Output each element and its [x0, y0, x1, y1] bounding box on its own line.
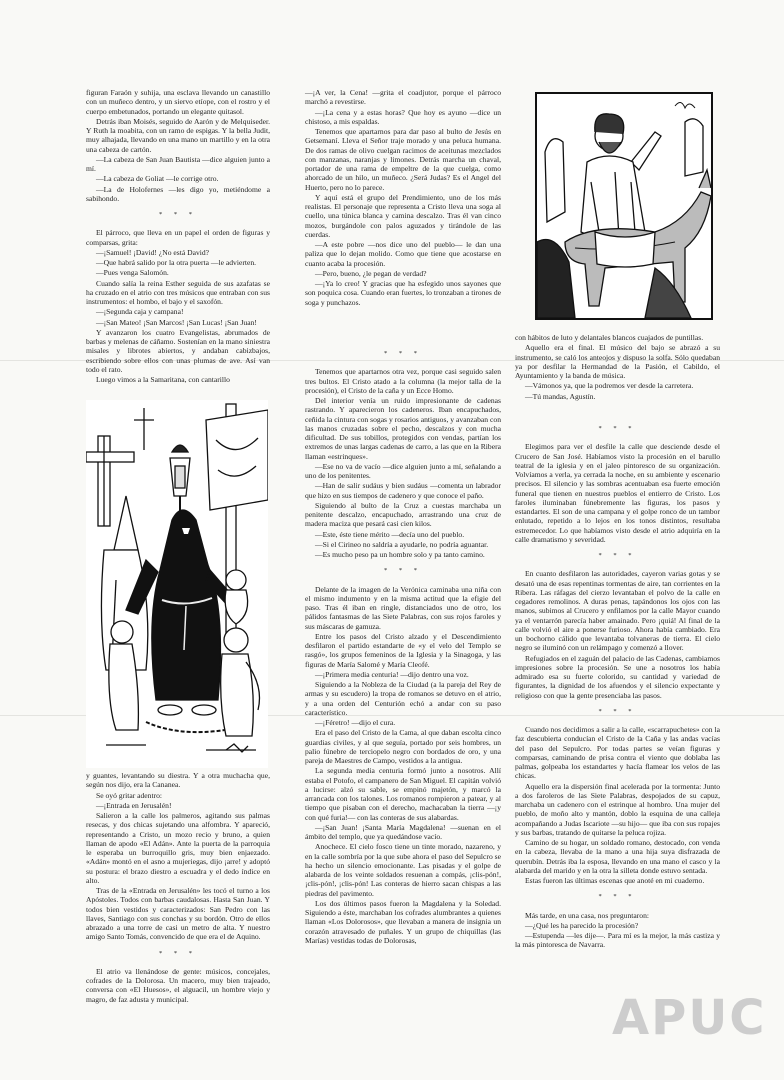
- paragraph: —Que habrá salido por la otra puerta —le advierten.: [96, 258, 257, 267]
- paragraph: —Estupenda —les dije—. Para mí es la mejor, la más castiza y la más pintoresca de Navarra.: [515, 931, 720, 950]
- paragraph: —Pues venga Salomón.: [96, 268, 169, 278]
- paragraph: Siguiendo a la Nobleza de la Ciudad (a la pareja del Rey de armas y su escudero) la tropa de romanos se detuvo en el atrio, y a una orden del Centurión echó a andar con su paso característico.: [305, 680, 501, 717]
- column-3-text: [515, 333, 720, 402]
- section-separator: * * *: [159, 949, 197, 957]
- paragraph: Entre los pasos del Cristo alzado y el Descendimiento desfilaron el partido estandarte de «y el velo del Templo se rasgó», los grupos femeninos de la Iglesia y la Sinagoga, y las figuras de María Salomé y María Cleofé.: [305, 631, 501, 669]
- paragraph: —A este pobre —nos dice uno del pueblo— le dan una paliza que lo dejan molido. Como que tiene que acostarse en cuanto acaba la procesión.: [305, 240, 501, 268]
- paragraph: El párroco, que lleva en un papel el orden de figuras y comparsas, grita:: [86, 228, 270, 247]
- paragraph: —Vámonos ya, que la podremos ver desde la carretera.: [525, 381, 694, 391]
- paragraph: —¡San Juan! ¡Santa María Magdalena! —suenan en el ámbito del templo, que ya quedándose vacío.: [305, 822, 501, 841]
- christ-donkey-drawing: [535, 92, 713, 320]
- paragraph: —¡A ver, la Cena! —grita el coadjutor, porque el párroco marchó a revestirse.: [305, 88, 501, 107]
- paragraph: Cuando nos decidimos a salir a la calle, «scarrapuchetes» con la faz descubierta conducían el Cristo de la Caña y las andas vacías del paso del Sepulcro. Por todas partes se veían figuras y comparsas, caminando de prisa contra el viento que doblaba las palmas, golpeaba los estandartes y hacía flamear los velos de las chicas.: [515, 725, 720, 781]
- paragraph: —Este, éste tiene mérito —decía uno del pueblo.: [315, 529, 465, 539]
- paragraph: Siguiendo al bulto de la Cruz a cuestas marchaba un penitente descalzo, encapuchado, arrastrando una cruz de madera maciza que pesará casi cien kilos.: [305, 500, 501, 529]
- paragraph: —¡Entrada en Jerusalén!: [96, 800, 172, 810]
- paragraph: —La cabeza de Goliat —le corrige otro.: [96, 174, 219, 184]
- section-separator: * * *: [598, 425, 637, 432]
- paragraph: Elegimos para ver el desfile la calle que desciende desde el Crucero de San José. Habíamos visto la procesión en el barullo teatral de la iglesia y en el jaleo pintoresco de su organización. Volvíamos a verla, ya cerrada la noche, en su ambiente y escenario precisos. El silencio y las sombras acentuaban esa fuerte emoción funeral que tienen en nuestros pueblos el entierro de Cristo. Los faroles iluminaban fúnebremente las figuras, los pasos y estandartes. El son de una campana y el golpe ronco de un tambor enlutado, repetido a lo lejos en los tonos distintos, resultaba estremecedor. Lo que habíamos visto desde el atrio adquiría en la calle dramatismo y severidad.: [515, 442, 720, 544]
- section-separator: * * *: [384, 350, 422, 357]
- paragraph: Cuando salía la reina Esther seguida de sus azafatas se ha cruzado en el atrio con tres músicos que entraban con sus instrumentos: el hombo, el bajo y el saxofón.: [86, 278, 270, 306]
- paragraph: —¡Féretro! —dijo el cura.: [315, 718, 396, 727]
- col1-top-block: [86, 88, 270, 203]
- column-1-lower-text: [86, 771, 270, 1005]
- paragraph: —La cabeza de San Juan Bautista —dice alguien junto a mí.: [86, 154, 270, 173]
- paragraph: Más tarde, en una casa, nos preguntaron:: [525, 910, 649, 920]
- paragraph: Y aquí está el grupo del Prendimiento, uno de los más realistas. El personaje que representa a Cristo lleva una soga al cuello, una túnica blanca y camina descalzo. Tras él van cinco mozos, burgándole con palos aguzados y tirándole de las cuerdas.: [305, 192, 501, 239]
- paragraph: —¡La cena y a estas horas? Que hoy es ayuno —dice un chistoso, a mis espaldas.: [305, 107, 501, 126]
- paragraph: Y avanzaron los cuatro Evangelistas, abrumados de barbas y melenas de cáñamo. Sostenían en la mano siniestra misales y librotes abiertos, y andaban cabizbajos, escribiendo sobre ellos con unas plumas de ave. Así van todo el rato.: [86, 327, 270, 374]
- paragraph: —¡San Mateo! ¡San Marcos! ¡San Lucas! ¡San Juan!: [96, 317, 257, 327]
- paragraph: Luego vimos a la Samaritana, con cantarillo: [96, 375, 230, 384]
- paragraph: —Si el Cirineo no saldría a ayudarle, no podría aguantar.: [315, 539, 489, 549]
- section-separator: * * *: [159, 211, 197, 218]
- paragraph: —¡Ya lo creo! Y gracias que ha esfegido unos sayones que son poquica cosa. Cuando eran fuertes, lo tronzaban a tirones de soga y punchazos.: [305, 279, 501, 307]
- paragraph: —¡Primera media centuria! —dijo dentro una voz.: [315, 669, 469, 679]
- paragraph: Salieron a la calle los palmeros, agitando sus palmas resecas, y dos chicas sujetando una alfombra. Y apareció, representando a Cristo, un mozo recio y bruno, a quien llaman de apodo «El Adán». Ante la puerta de la parroquia le esperaba un burroquillo gris, muy bien enjaezado. «Adán» montó en el asno a mujeriegas, dijo ¡arre! y adoptó su postura: el brazo diestro a escuadra y el dedo índice en alto.: [86, 811, 270, 885]
- paragraph: Del interior venía un ruido impresionante de cadenas rastrando. Y aparecieron los cadeneros. Iban encapuchados, ceñida la cintura con sogas y rosarios antiguos, y avanzaban con las manos cruzadas sobre el pecho, descalzos y con mucha dificultad. De sus tobillos, protegidos con vendas, partían los extremos de unas largas cadenas de carro, a las que en la Ribera llaman «estrinques».: [305, 396, 501, 461]
- apuc-watermark: APUC: [612, 990, 767, 1046]
- paragraph: Tenemos que apartarnos para dar paso al bulto de Jesús en Getsemaní. Lleva el Señor traje morado y una peluca humana. De dos ramas de olivo cuelgan racimos de aceitunas mezclados con manzanas, naranjas y limones. Detrás marcha un chaval, portador de una rama de empeltre de la que cuelga, como ahorcado de un hilo, un muñeco. ¿Será Judas? Es el Angel del Huerto, pero no lo parece.: [305, 127, 501, 192]
- paragraph: —Ese no va de vacío —dice alguien junto a mí, señalando a uno de los penitentes.: [305, 461, 501, 480]
- paragraph: La segunda media centuria formó junto a nosotros. Allí estaba el Potofo, el campanero de San Miguel. El capitán volvió a lucirse: alzó su sable, se empinó majetón, y marcó la arrancada con los talones. Los romanos rompieron a patear, y al tiempo que pisaban con el derecho, machacaban la tierra —¡y con qué furia!— con las conteras de sus alabardas.: [305, 766, 501, 822]
- column-2-text: [305, 88, 501, 308]
- section-separator: * * *: [598, 552, 637, 559]
- paragraph: —¡Samuel! ¡David! ¿No está David?: [96, 247, 210, 257]
- paragraph: —¡Segunda caja y campana!: [96, 307, 184, 317]
- paragraph: Estas fueron las últimas escenas que anoté en mi cuaderno.: [525, 876, 705, 885]
- paragraph: —Es mucho peso pa un hombre solo y pa tanto camino.: [315, 550, 485, 559]
- paragraph: Aquello era la dispersión final acelerada por la tormenta: Junto a dos faroleros de las Siete Palabras, despojados de su capuz, marchaba un cadenero con el estrinque al hombro. Una mujer del pueblo, de moño alto y mantón, doblo la esquina de una calleja acompañando a Judas Iscariote —su hijo— que iba con sus ropajes y sus barbas, tratando de quitarse la peluca rojiza.: [515, 781, 720, 837]
- paragraph: El atrio va llenándose de gente: músicos, concejales, cofrades de la Dolorosa. Un macero, muy bien trajeado, conversa con «El Huesos», el alguacil, un hombre viejo y magro, de faz adusta y municipal.: [86, 966, 270, 1004]
- column-3-lower-text: [515, 417, 720, 951]
- paragraph: —Tú mandas, Agustín.: [525, 391, 596, 401]
- paragraph: Aquello era el final. El músico del bajo se abrazó a su instrumento, se caló los anteojos y dispuso la solfa. Sólo quedaban ya por desfilar la Hermandad de la Pasión, el Cabildo, el Ayuntamiento y la banda de música.: [515, 343, 720, 380]
- paragraph: Se oyó gritar adentro:: [96, 790, 163, 800]
- penitent-illustration: [86, 400, 268, 768]
- paragraph: —La de Holofernes —les digo yo, metiéndome a sabihondo.: [86, 184, 270, 203]
- paragraph: Era el paso del Cristo de la Cama, al que daban escolta cinco guardias civiles, y al que seguía, portado por seis hombres, un palio fúnebre de terciopelo negro con bordados de oro, y una pareja de Maestres de Campo, vestidos a la antigua.: [305, 728, 501, 765]
- section-separator: * * *: [384, 567, 422, 575]
- column-1-text: [86, 88, 270, 385]
- paragraph: Los dos últimos pasos fueron la Magdalena y la Soledad. Siguiendo a éste, marchaban los cofrades alumbrantes a quienes llaman «Los Dolorosos», que llevaban a manera de insignia un corazón atravesado de puñales. Y un grupo de chiquillas (las Marías) vestidas todas de Dolorosas,: [305, 898, 501, 945]
- paragraph: Delante de la imagen de la Verónica caminaba una niña con el mismo indumento y en la misma actitud que la efigie del paso. Tras él iban en ringle, distanciados uno de otro, los pálidos fantasmas de las Siete Palabras, con sus rojos faroles y sus máscaras de gamuza.: [305, 584, 501, 631]
- paragraph: y guantes, levantando su diestra. Y a otra muchacha que, según nos dijo, era la Cananea.: [86, 771, 270, 790]
- paragraph: —¿Qué les ha parecido la procesión?: [525, 920, 639, 930]
- paragraph: figuran Faraón y suhija, una esclava llevando un canastillo con un muñeco dentro, y un siervo etíope, con el rostro y el cuerpo embetunados, portando un elegante quitasol.: [86, 88, 270, 116]
- column-2-lower-text: [305, 342, 501, 946]
- paragraph: Refugiados en el zaguán del palacio de las Cadenas, cambiamos impresiones sobre la procesión. Se une a nosotros los había admirado esa su fuerte colorido, su cantidad y variedad de figurantes, la dignidad de los afuendos y el silencio expectante y religioso con que la gente presenciaba las pasos.: [515, 653, 720, 700]
- section-separator: * * *: [598, 893, 637, 901]
- paragraph: Detrás iban Moisés, seguido de Aarón y de Melquiseder. Y Ruth la moabita, con un ramo de espigas. Y la bella Judit, muy alhajada, llevando en una mano un martillo y en la otra una cabeza de cartón.: [86, 116, 270, 154]
- penitent-drawing: [86, 400, 268, 768]
- paragraph: Camino de su hogar, un soldado romano, destocado, con venda en la cabeza, llevaba de la mano a una hija suya disfrazada de querubín. Detrás iba la esposa, llevando en una mano el casco y la alabarda del marido y en la otra la silleta donde estuvo sentada.: [515, 838, 720, 875]
- paragraph: —Han de salir sudáus y bien sudáus —comenta un labrador que hizo en sus tiempos de cadenero y que conoce el paño.: [305, 481, 501, 500]
- paragraph: Tenemos que apartarnos otra vez, porque casi seguido salen tres bultos. El Cristo atado a la columna (la mejor talla de la procesión), el Cristo de la caña y un Ecce Homo.: [305, 367, 501, 395]
- paragraph: con hábitos de luto y delantales blancos cuajados de puntillas.: [515, 333, 704, 342]
- paragraph: Tras de la «Entrada en Jerusalén» les tocó el turno a los Apóstoles. Todos con barbas caudalosas. Hasta San Juan. Y todos bien vestidos y caracterizados: San Pedro con las llaves, Santiago con sus conchas y su bordón. Otro de ellos abrazado a una torre de casi un metro de alta. Y nuestro amigo Santo Tomás, convencido de que era el de Aquino.: [86, 886, 270, 942]
- section-separator: * * *: [598, 707, 637, 715]
- paragraph: En cuanto desfilaron las autoridades, cayeron varias gotas y se desató una de esas repentinas tormentas de aire, tan corrientes en la Ribera. Las ráfagas del cierzo levantaban el polvo de la calle en cegadores remolinos. A duras penas, tapándonos los ojos con las manos, subimos al Crucero y enfilamos por la calle Mayor cuando ya el ventarrón parecía haber amainado. Pero ¡quiá! Al final de la calle volvió el aire a ponerse furioso. Ahora había cambiado. Era un bochorno cálido que levantaba tolvaneras de tierra. El cielo negro se iluminó con un relámpago y comenzó a llover.: [515, 569, 720, 653]
- col1-mid-block: [86, 228, 270, 384]
- paragraph: —Pero, bueno, ¿le pegan de verdad?: [315, 268, 427, 278]
- christ-donkey-illustration: [535, 92, 713, 320]
- paragraph: Anochece. El cielo fosco tiene un tinte morado, nazareno, y en la calle sombría por la que sube ahora el paso del Sepulcro se ha hecho un silencio emocionante. Las pisadas y el golpe de alabarda de los veinte soldados resuenan a compás, ¡clis-pón!, ¡clis-pón!, ¡clis-pón! Las conteras de hierro sacan chispas a las piedras del pavimento.: [305, 842, 501, 898]
